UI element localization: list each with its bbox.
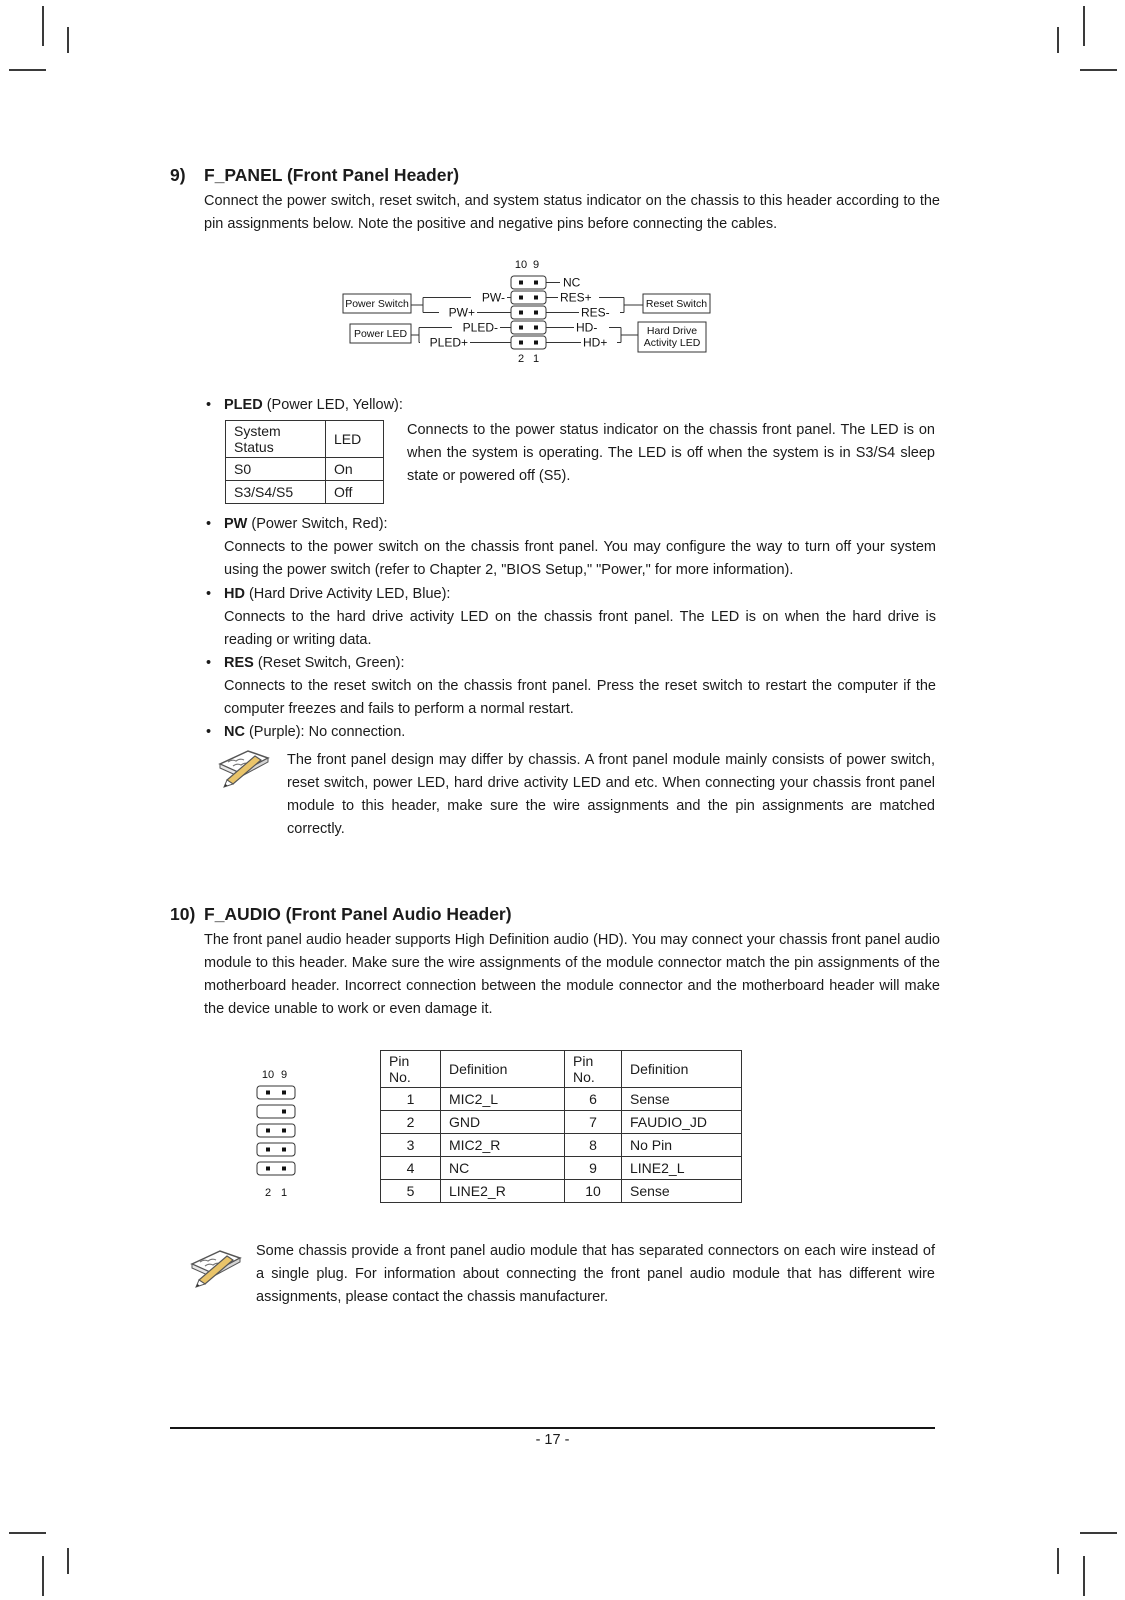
hd-term: HD — [224, 586, 245, 602]
res-description: Connects to the reset switch on the chassis front panel. Press the reset switch to restart the computer if the computer freezes and fails to perform a normal restart. — [224, 678, 936, 717]
pw-head-rest: (Power Switch, Red): — [247, 516, 388, 532]
pin-label-pled-plus: PLED+ — [429, 335, 468, 350]
table-cell: Sense — [622, 1088, 742, 1111]
pin-number-10: 10 — [514, 259, 528, 271]
section-9-heading — [170, 165, 459, 186]
crop-mark — [1083, 6, 1085, 46]
audio-pin-table — [380, 1050, 742, 1203]
pin-header-block — [257, 1086, 295, 1175]
table-row — [381, 1051, 742, 1088]
reset-switch-label: Reset Switch — [645, 298, 708, 310]
res-head-rest: (Reset Switch, Green): — [253, 655, 405, 671]
page-number: - 17 - — [535, 1432, 570, 1448]
crop-mark — [67, 1548, 69, 1574]
table-cell: 7 — [565, 1111, 622, 1134]
table-cell: LINE2_R — [441, 1180, 565, 1203]
crop-mark — [1057, 1548, 1059, 1574]
crop-mark — [42, 6, 44, 46]
table-header-cell: Pin No. — [565, 1051, 622, 1088]
pin-label-pw-minus: PW- — [481, 290, 505, 305]
section-10-intro: The front panel audio header supports High Definition audio (HD). You may connect your chassis front panel audio module to this header. Make sure the wire assignments of the module connector match the pin assignments of the motherboard header. Incorrect connection between the module connector and the motherboard header will make the device unable to work or even damage it. — [204, 932, 940, 1017]
pin-number-2: 2 — [264, 1187, 272, 1199]
table-cell: Sense — [622, 1180, 742, 1203]
pw-term: PW — [224, 516, 248, 532]
pw-description: Connects to the power switch on the chassis front panel. You may configure the way to turn off your system using the power switch (refer to Chapter 2, "BIOS Setup," "Power," for more information). — [224, 539, 936, 578]
table-row — [381, 1088, 742, 1111]
section-9-intro: Connect the power switch, reset switch, and system status indicator on the chassis to this header according to the pin assignments below. Note the positive and negative pins before connecting the cables. — [204, 193, 940, 232]
bullet-pled — [204, 394, 934, 416]
crop-mark — [1080, 69, 1117, 71]
table-row — [226, 421, 384, 458]
pin-label-nc: NC — [563, 275, 581, 290]
table-cell: 5 — [381, 1180, 441, 1203]
pin-label-pled-minus: PLED- — [462, 320, 498, 335]
table-cell: 8 — [565, 1134, 622, 1157]
audio-note: Some chassis provide a front panel audio module that has separated connectors on each wire instead of a single plug. For information about connecting the front panel audio module that has different wire assignments, please contact the chassis manufacturer. — [256, 1243, 935, 1305]
pin-label-hd-plus: HD+ — [583, 335, 608, 350]
table-cell: GND — [441, 1111, 565, 1134]
hdd-activity-led-label-1: Hard Drive — [646, 325, 698, 337]
table-cell: FAUDIO_JD — [622, 1111, 742, 1134]
hdd-activity-led-label-2: Activity LED — [643, 337, 701, 349]
table-cell: 2 — [381, 1111, 441, 1134]
table-header-cell: Definition — [622, 1051, 742, 1088]
table-cell: 10 — [565, 1180, 622, 1203]
power-switch-label: Power Switch — [345, 298, 409, 310]
crop-mark — [42, 1556, 44, 1596]
table-cell: 9 — [565, 1157, 622, 1180]
crop-mark — [1057, 27, 1059, 53]
pin-label-res-minus: RES- — [581, 305, 610, 320]
table-cell: MIC2_L — [441, 1088, 565, 1111]
table-cell: 1 — [381, 1088, 441, 1111]
pin-number-9: 9 — [532, 259, 540, 271]
nc-term: NC — [224, 724, 245, 740]
crop-mark — [1083, 1556, 1085, 1596]
pin-header-block — [511, 276, 546, 349]
pin-number-9: 9 — [280, 1069, 288, 1081]
table-header-cell: System Status — [226, 421, 326, 458]
res-term: RES — [224, 655, 254, 671]
table-header-cell: Definition — [441, 1051, 565, 1088]
note-icon — [190, 1246, 244, 1290]
pled-status-table — [225, 420, 384, 504]
table-row — [381, 1180, 742, 1203]
section-9-number: 9) — [170, 165, 186, 185]
section-10-heading — [170, 904, 512, 925]
hd-description: Connects to the hard drive activity LED on the chassis front panel. The LED is on when the hard drive is reading or writing data. — [224, 609, 936, 648]
pin-label-res-plus: RES+ — [560, 290, 592, 305]
table-row — [226, 458, 384, 481]
front-panel-audio-header-diagram — [248, 1066, 312, 1202]
pled-term: PLED — [224, 397, 263, 413]
table-cell: No Pin — [622, 1134, 742, 1157]
table-cell: 6 — [565, 1088, 622, 1111]
section-10-title: F_AUDIO (Front Panel Audio Header) — [204, 904, 512, 924]
note-icon — [218, 746, 272, 790]
table-row — [381, 1134, 742, 1157]
crop-mark — [1080, 1532, 1117, 1534]
pin-number-1: 1 — [532, 353, 540, 365]
front-panel-header-diagram — [333, 250, 723, 370]
pled-head-rest: (Power LED, Yellow): — [262, 397, 403, 413]
section-10-number: 10) — [170, 904, 196, 924]
table-cell: S0 — [226, 458, 326, 481]
hd-head-rest: (Hard Drive Activity LED, Blue): — [244, 586, 451, 602]
table-cell: MIC2_R — [441, 1134, 565, 1157]
power-led-label: Power LED — [353, 328, 408, 340]
crop-mark — [9, 69, 46, 71]
pin-number-2: 2 — [517, 353, 525, 365]
bullet-nc — [204, 721, 934, 743]
table-cell: S3/S4/S5 — [226, 481, 326, 504]
pin-label-hd-minus: HD- — [576, 320, 598, 335]
pin-number-10: 10 — [261, 1069, 275, 1081]
table-cell: LINE2_L — [622, 1157, 742, 1180]
front-panel-note: The front panel design may differ by chassis. A front panel module mainly consists of power switch, reset switch, power LED, hard drive activity LED and etc. When connecting your chassis front panel module to this header, make sure the wire assignments and the pin assignments are matched correctly. — [287, 752, 935, 837]
table-cell: 4 — [381, 1157, 441, 1180]
table-cell: 3 — [381, 1134, 441, 1157]
table-row — [381, 1111, 742, 1134]
nc-head-rest: (Purple): No connection. — [244, 724, 406, 740]
pin-label-pw-plus: PW+ — [448, 305, 475, 320]
table-row — [381, 1157, 742, 1180]
section-9-title: F_PANEL (Front Panel Header) — [204, 165, 460, 185]
crop-mark — [9, 1532, 46, 1534]
table-cell: NC — [441, 1157, 565, 1180]
bullet-pw — [204, 513, 934, 535]
table-cell: On — [326, 458, 384, 481]
table-header-cell: LED — [326, 421, 384, 458]
footer-rule — [170, 1427, 935, 1429]
table-header-cell: Pin No. — [381, 1051, 441, 1088]
pin-number-1: 1 — [280, 1187, 288, 1199]
table-row — [226, 481, 384, 504]
bullet-hd — [204, 583, 934, 605]
table-cell: Off — [326, 481, 384, 504]
crop-mark — [67, 27, 69, 53]
pled-description: Connects to the power status indicator on the chassis front panel. The LED is on when the system is operating. The LED is off when the system is in S3/S4 sleep state or powered off (S5). — [407, 422, 935, 484]
bullet-res — [204, 652, 934, 674]
